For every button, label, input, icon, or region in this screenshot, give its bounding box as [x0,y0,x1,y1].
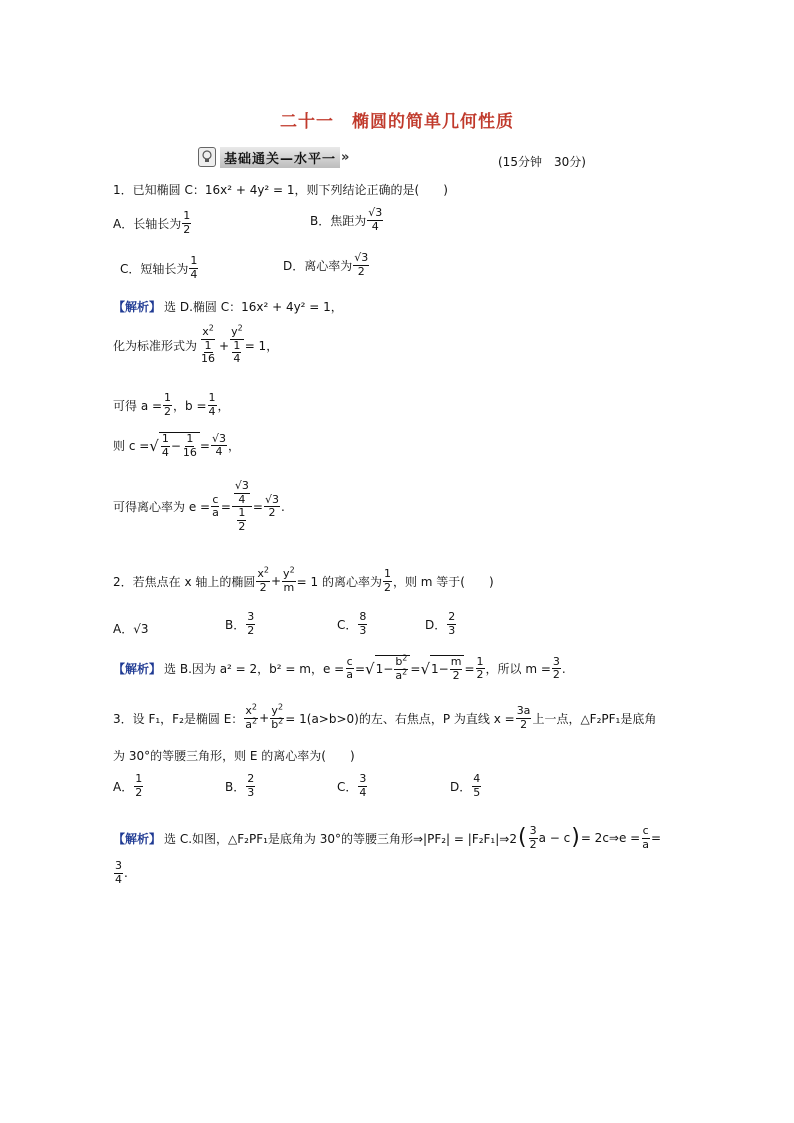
question-2-stem: 2．若焦点在 x 轴上的椭圆 $x^2$ 2 + $\frac{y^2}{m}$ = 1 的离心率为 1 2 ，则 m 等于( ) [113,565,494,594]
question-1-analysis-line-3: 可得 a = $\frac{1}{2}$ ，b = $\frac{1}{4}$ ， [113,391,230,418]
question-2-option-c: C． 8 3 [337,610,367,637]
question-1-stem: 1．已知椭圆 C：16x² + 4y² = 1，则下列结论正确的是( ) [113,183,448,197]
question-1-analysis-line-5: 可得离心率为 e = $\frac{c}{a}$ = $\frac{\frac{√3}{4}}{\frac{1}{2}}$ = $\frac{√3}{2}$ . [113,479,285,533]
question-2-option-a: A．√3 [113,622,149,636]
analysis-tag: 【解析】 [113,662,162,677]
question-1-option-b: B．焦距为 √3 4 [310,206,383,233]
question-3-stem-line-1: 3．设 F₁，F₂是椭圆 E： $x^2$ $a^2$ + $\frac{y^2}{b^2}$ = 1(a>b>0)的左、右焦点，P 为直线 x = $\frac{3a}{2}$ 上一点，△F₂PF₁是底角 [113,702,657,731]
question-1-option-a: A．长轴长为 1 2 [113,209,191,236]
question-1-option-d: D．离心率为 √3 2 [283,251,369,278]
question-3-option-c: C． 3 4 [337,772,367,799]
analysis-tag: 【解析】 [113,831,162,846]
question-3-analysis-result: 3 4 . [115,859,128,886]
question-3-option-d: D． 4 5 [450,772,481,799]
time-score-note: (15分钟 30分) [498,155,586,169]
question-1-analysis-line-4: 则 c = √ 1 4 − $\frac{1}{16}$ = $\frac{√3}{4}$ ， [113,431,241,459]
double-chevron-icon: » [341,149,350,165]
question-1-option-c: C．短轴长为 1 4 [120,254,198,281]
question-1-analysis-line-1: 【解析】 选 D.椭圆 C：16x² + 4y² = 1， [113,300,343,314]
section-banner [198,146,349,168]
question-3-option-b: B． 2 3 [225,772,255,799]
question-1-analysis-line-2: 化为标准形式为 $x^2$ $\frac{1}{16}$ + $\frac{y^2}{\frac{1}{4}}$ = 1， [113,323,279,366]
lightbulb-icon [198,147,216,167]
question-2-option-b: B． 3 2 [225,610,255,637]
question-2-option-d: D． 2 3 [425,610,456,637]
question-3-stem-line-2: 为 30°的等腰三角形，则 E 的离心率为( ) [113,749,355,763]
analysis-tag: 【解析】 [113,300,162,314]
section-banner-label: 基础通关—水平一 [220,147,340,168]
page-title: 二十一 椭圆的简单几何性质 [280,112,514,132]
question-3-analysis: 【解析】 选 C.如图，△F₂PF₁是底角为 30°的等腰三角形⇒|PF₂| = |F₂F₁|⇒2 ( 3 2 a − c ) = 2c⇒e = $\frac{c}{a}$ = [113,824,662,851]
question-3-option-a: A． 1 2 [113,772,143,799]
question-2-analysis: 【解析】 选 B.因为 a² = 2，b² = m，e = $\frac{c}{a}$ = √ 1− $\frac{b^2}{a^2}$ = √ 1− $\frac{m}{2}$ = $\frac{1}{2}$ ，所以 m = $\frac{3}{2}$ . [113,653,566,682]
